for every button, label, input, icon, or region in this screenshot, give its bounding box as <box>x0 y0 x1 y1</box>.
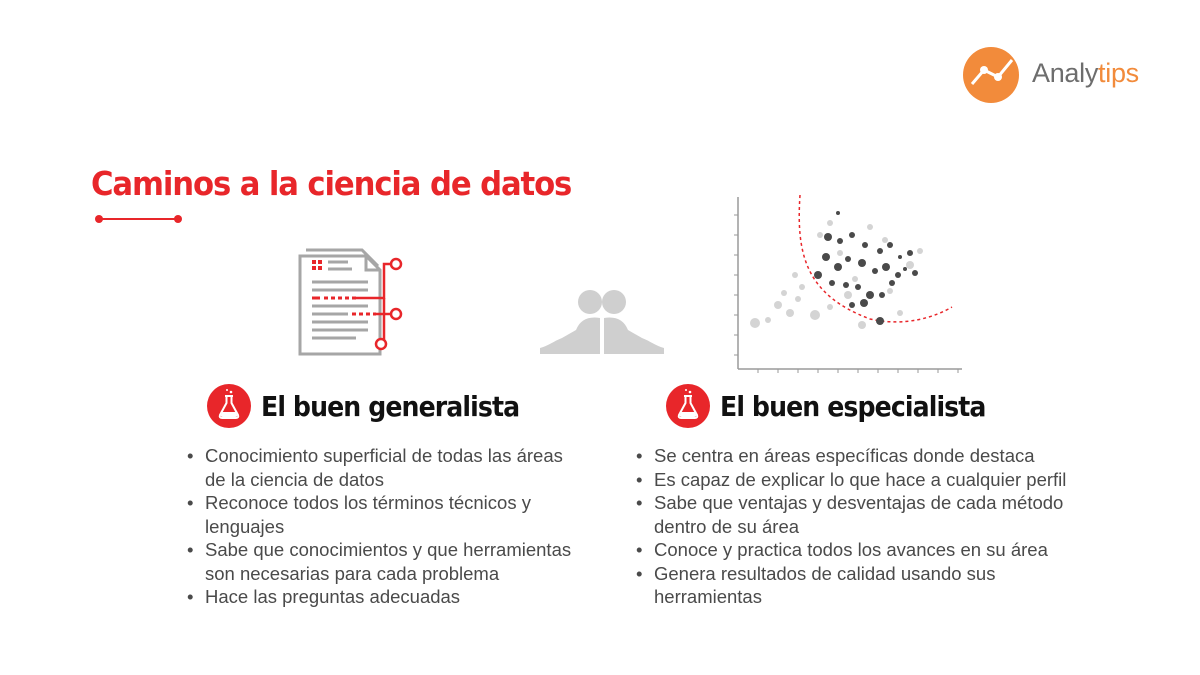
page-title: Caminos a la ciencia de datos <box>91 164 572 203</box>
brand-name-part2: tips <box>1098 58 1139 88</box>
brand-name-part1: Analy <box>1032 58 1099 88</box>
scatter-plot-icon <box>730 195 965 375</box>
list-item: • Conocimiento superficial de todas las áreas de la ciencia de datos <box>187 444 587 491</box>
specialist-heading-text: El buen especialista <box>720 389 986 423</box>
specialist-points <box>636 444 1076 609</box>
brand-name <box>1032 58 1139 89</box>
list-item: • Reconoce todos los términos técnicos y lenguajes <box>187 491 587 538</box>
list-item: • Hace las preguntas adecuadas <box>187 585 587 609</box>
list-item: • Sabe que ventajas y desventajas de cada método dentro de su área <box>636 491 1076 538</box>
list-item: • Sabe que conocimientos y que herramientas son necesarias para cada problema <box>187 538 587 585</box>
generalist-heading <box>207 384 548 428</box>
title-underline <box>94 213 184 225</box>
document-network-icon <box>296 246 406 358</box>
generalist-heading-text: El buen generalista <box>261 389 520 423</box>
list-item: • Es capaz de explicar lo que hace a cualquier perfil <box>636 468 1076 492</box>
flask-icon <box>207 384 251 428</box>
list-item: • Se centra en áreas específicas donde destaca <box>636 444 1076 468</box>
specialist-heading <box>666 384 1015 428</box>
list-item: • Genera resultados de calidad usando sus herramientas <box>636 562 1076 609</box>
back-to-back-people-icon <box>536 288 668 358</box>
flask-icon <box>666 384 710 428</box>
list-item: • Conoce y practica todos los avances en su área <box>636 538 1076 562</box>
generalist-points <box>187 444 587 609</box>
